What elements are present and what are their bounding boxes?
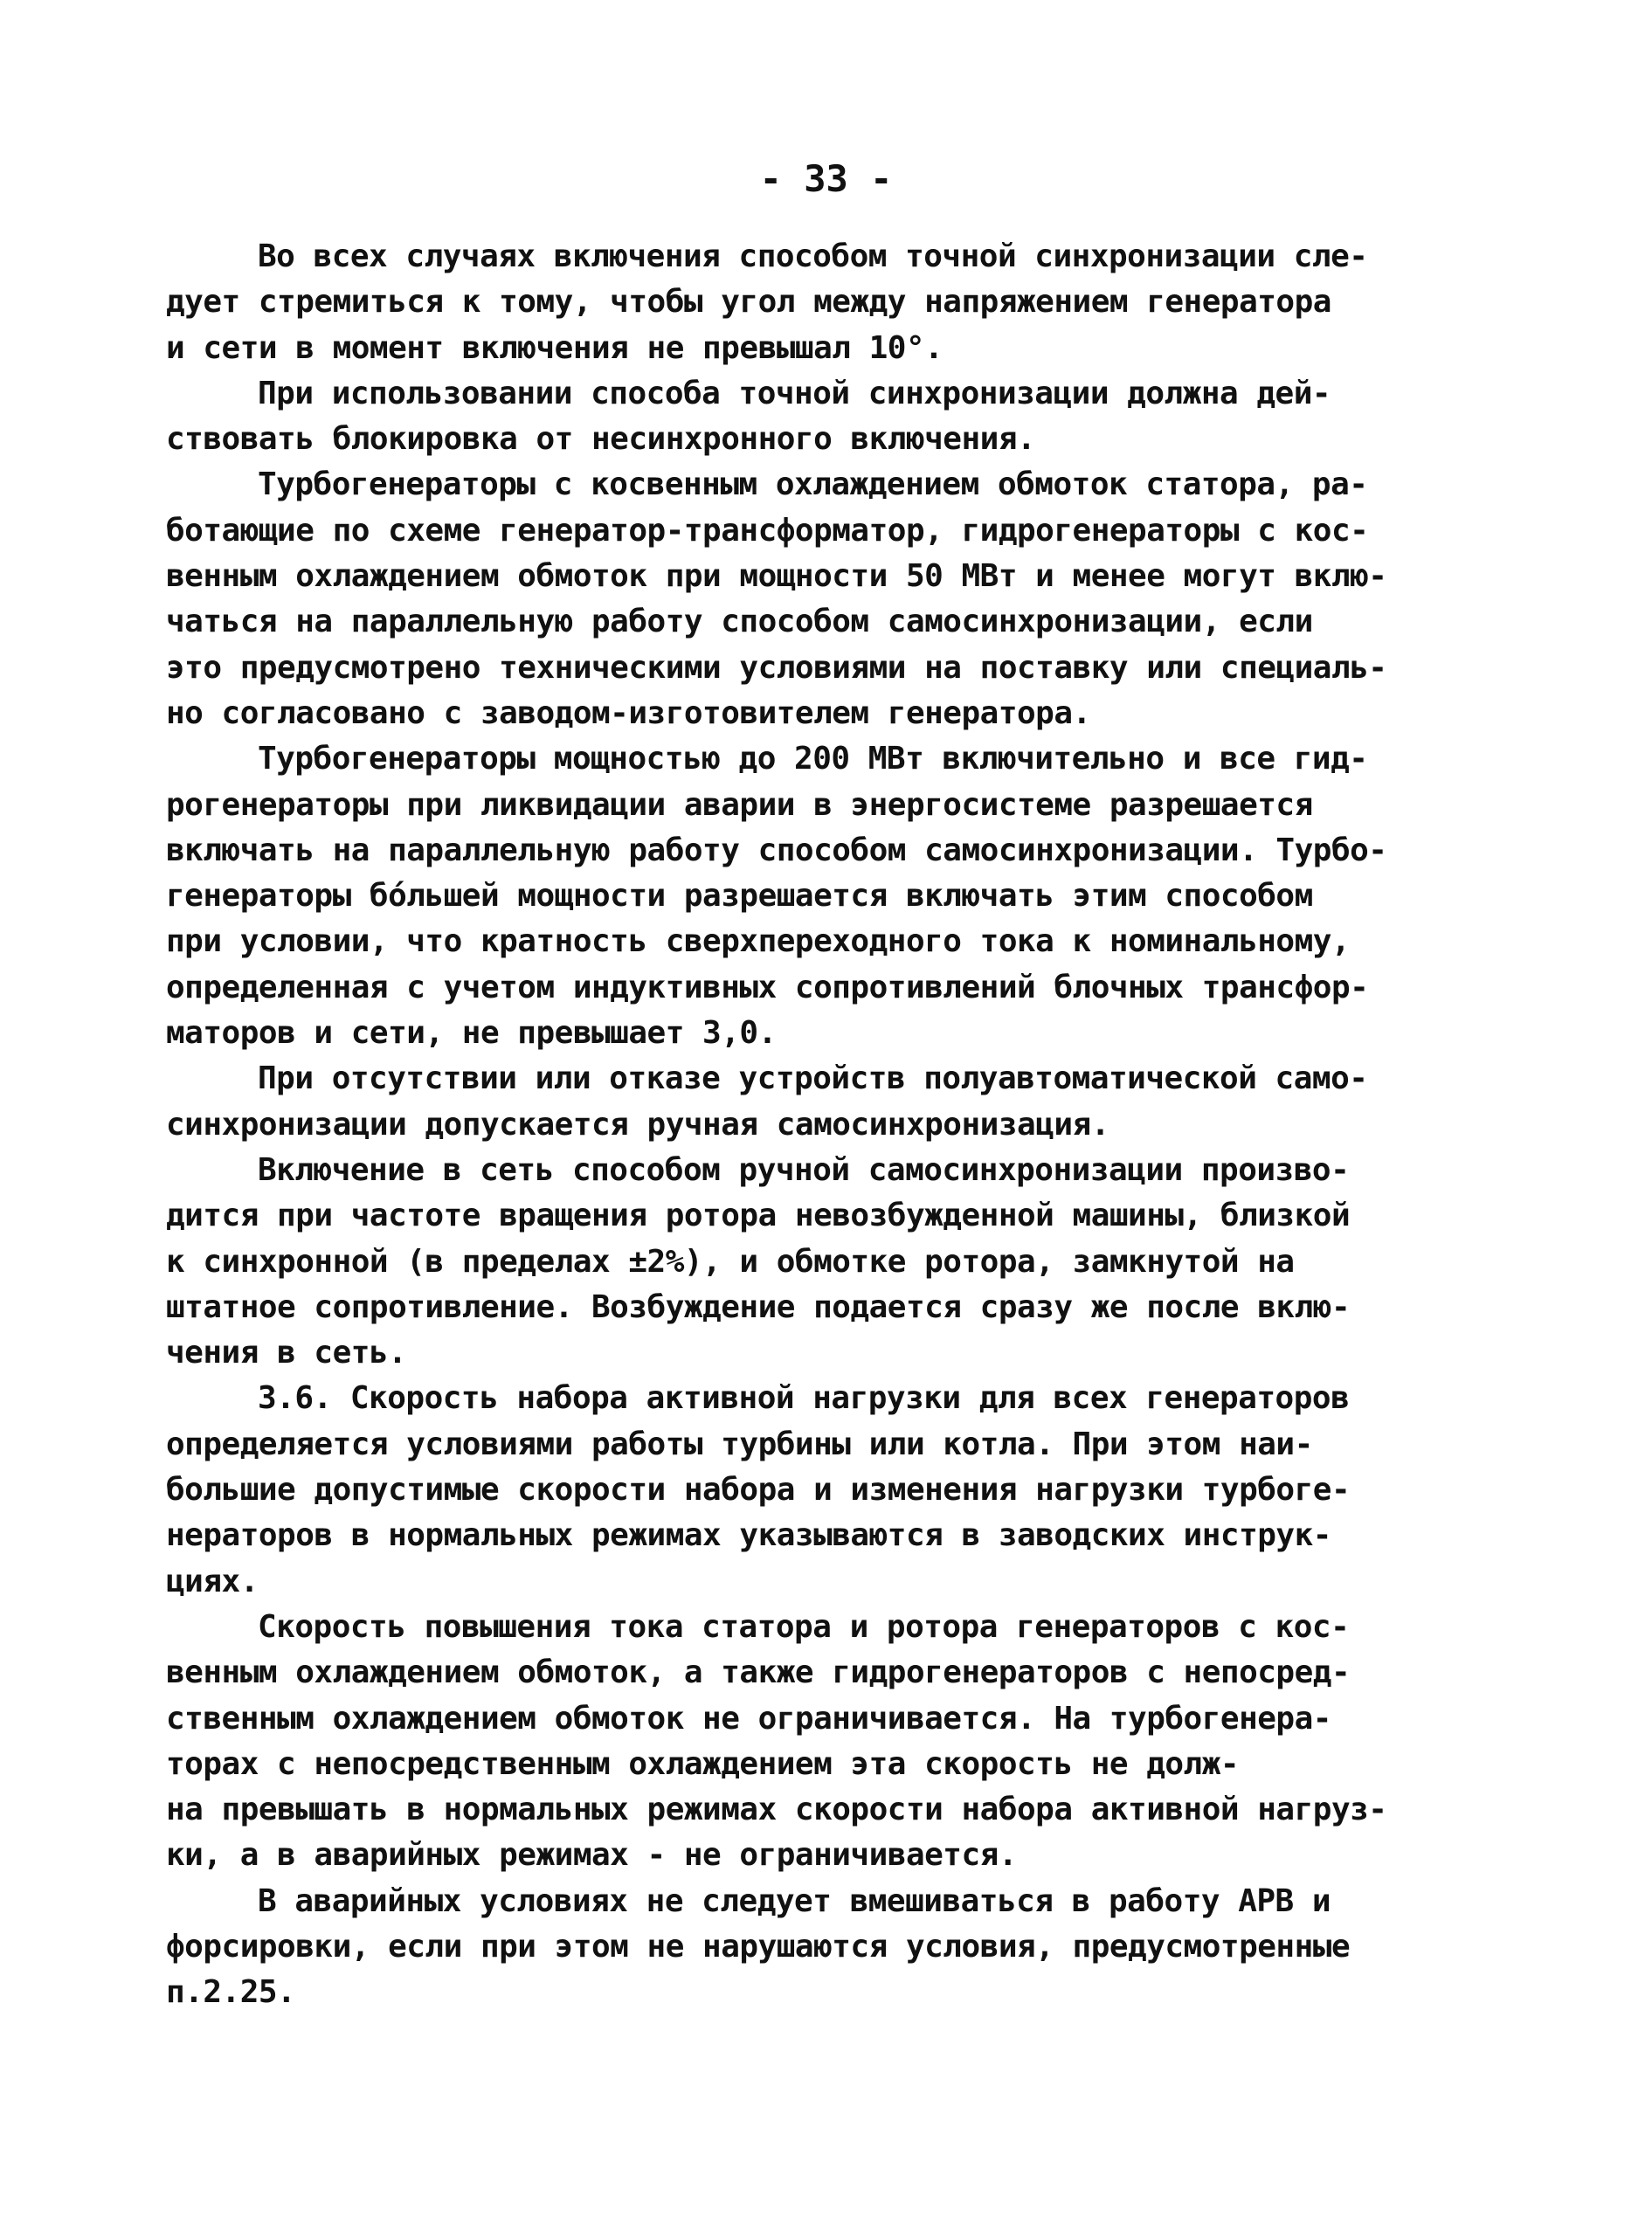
text-line: большие допустимые скорости набора и изменения нагрузки турбоге- bbox=[166, 1472, 1351, 1509]
text-line: Турбогенераторы мощностью до 200 МВт включительно и все гид- bbox=[258, 741, 1368, 777]
text-line: штатное сопротивление. Возбуждение подается сразу же после вклю- bbox=[166, 1288, 1351, 1325]
paragraph bbox=[166, 1056, 1407, 1148]
text-line: это предусмотрено техническими условиями на поставку или специаль- bbox=[166, 649, 1387, 686]
text-line: венным охлаждением обмоток, а также гидрогенераторов с непосред- bbox=[166, 1654, 1351, 1691]
text-line: В аварийных условиях не следует вмешиваться в работу АРВ и bbox=[258, 1882, 1331, 1919]
paragraph bbox=[166, 1605, 1407, 1879]
text-line: и сети в момент включения не превышал 10°. bbox=[166, 329, 944, 366]
text-line: Турбогенераторы с косвенным охлаждением обмоток статора, ра- bbox=[258, 466, 1368, 503]
page-number: - 33 - bbox=[759, 157, 893, 200]
text-line: Включение в сеть способом ручной самосинхронизации произво- bbox=[258, 1151, 1350, 1188]
text-line: ствовать блокировка от несинхронного включения. bbox=[166, 421, 1036, 458]
paragraph bbox=[166, 736, 1407, 1056]
paragraph bbox=[166, 1376, 1407, 1604]
body-text bbox=[166, 234, 1407, 2016]
text-line: ботающие по схеме генератор-трансформатор, гидрогенераторы с кос- bbox=[166, 512, 1369, 549]
text-line: нераторов в нормальных режимах указываются в заводских инструк- bbox=[166, 1517, 1331, 1554]
text-line: форсировки, если при этом не нарушаются условия, предусмотренные bbox=[166, 1928, 1351, 1965]
text-line: но согласовано с заводом-изготовителем генератора. bbox=[166, 694, 1091, 731]
text-line: торах с непосредственным охлаждением эта скорость не долж- bbox=[166, 1745, 1240, 1782]
text-line: венным охлаждением обмоток при мощности 50 МВт и менее могут вклю- bbox=[166, 558, 1387, 595]
text-line: Скорость повышения тока статора и ротора генераторов с кос- bbox=[258, 1608, 1350, 1645]
text-line: 3.6. Скорость набора активной нагрузки для всех генераторов bbox=[258, 1380, 1350, 1417]
text-line: генераторы бóльшей мощности разрешается включать этим способом bbox=[166, 878, 1313, 915]
text-line: включать на параллельную работу способом самосинхронизации. Турбо- bbox=[166, 832, 1387, 868]
text-line: При использовании способа точной синхронизации должна дей- bbox=[258, 375, 1331, 411]
paragraph bbox=[166, 234, 1407, 371]
paragraph bbox=[166, 371, 1407, 463]
text-line: определенная с учетом индуктивных сопротивлений блочных трансфор- bbox=[166, 969, 1369, 1005]
paragraph bbox=[166, 1148, 1407, 1376]
text-line: ки, а в аварийных режимах - не ограничивается. bbox=[166, 1837, 1017, 1874]
text-line: маторов и сети, не превышает 3,0. bbox=[166, 1015, 777, 1052]
text-line: на превышать в нормальных режимах скорости набора активной нагруз- bbox=[166, 1792, 1387, 1828]
text-line: синхронизации допускается ручная самосинхронизация. bbox=[166, 1106, 1109, 1143]
text-line: чения в сеть. bbox=[166, 1335, 407, 1371]
text-line: п.2.25. bbox=[166, 1974, 296, 2011]
text-line: ственным охлаждением обмоток не ограничивается. На турбогенера- bbox=[166, 1700, 1331, 1737]
text-line: чаться на параллельную работу способом самосинхронизации, если bbox=[166, 604, 1313, 640]
text-line: циях. bbox=[166, 1563, 259, 1599]
paragraph bbox=[166, 462, 1407, 736]
paragraph bbox=[166, 1879, 1407, 2016]
text-line: При отсутствии или отказе устройств полуавтоматической само- bbox=[258, 1060, 1368, 1097]
text-line: дует стремиться к тому, чтобы угол между напряжением генератора bbox=[166, 284, 1331, 321]
text-line: Во всех случаях включения способом точной синхронизации сле- bbox=[258, 238, 1368, 274]
text-line: при условии, что кратность сверхпереходного тока к номинальному, bbox=[166, 923, 1351, 960]
text-line: рогенераторы при ликвидации аварии в энергосистеме разрешается bbox=[166, 786, 1313, 823]
text-line: определяется условиями работы турбины или котла. При этом наи- bbox=[166, 1426, 1313, 1462]
text-line: дится при частоте вращения ротора невозбужденной машины, близкой bbox=[166, 1198, 1351, 1234]
text-line: к синхронной (в пределах ±2%), и обмотке ротора, замкнутой на bbox=[166, 1243, 1295, 1280]
